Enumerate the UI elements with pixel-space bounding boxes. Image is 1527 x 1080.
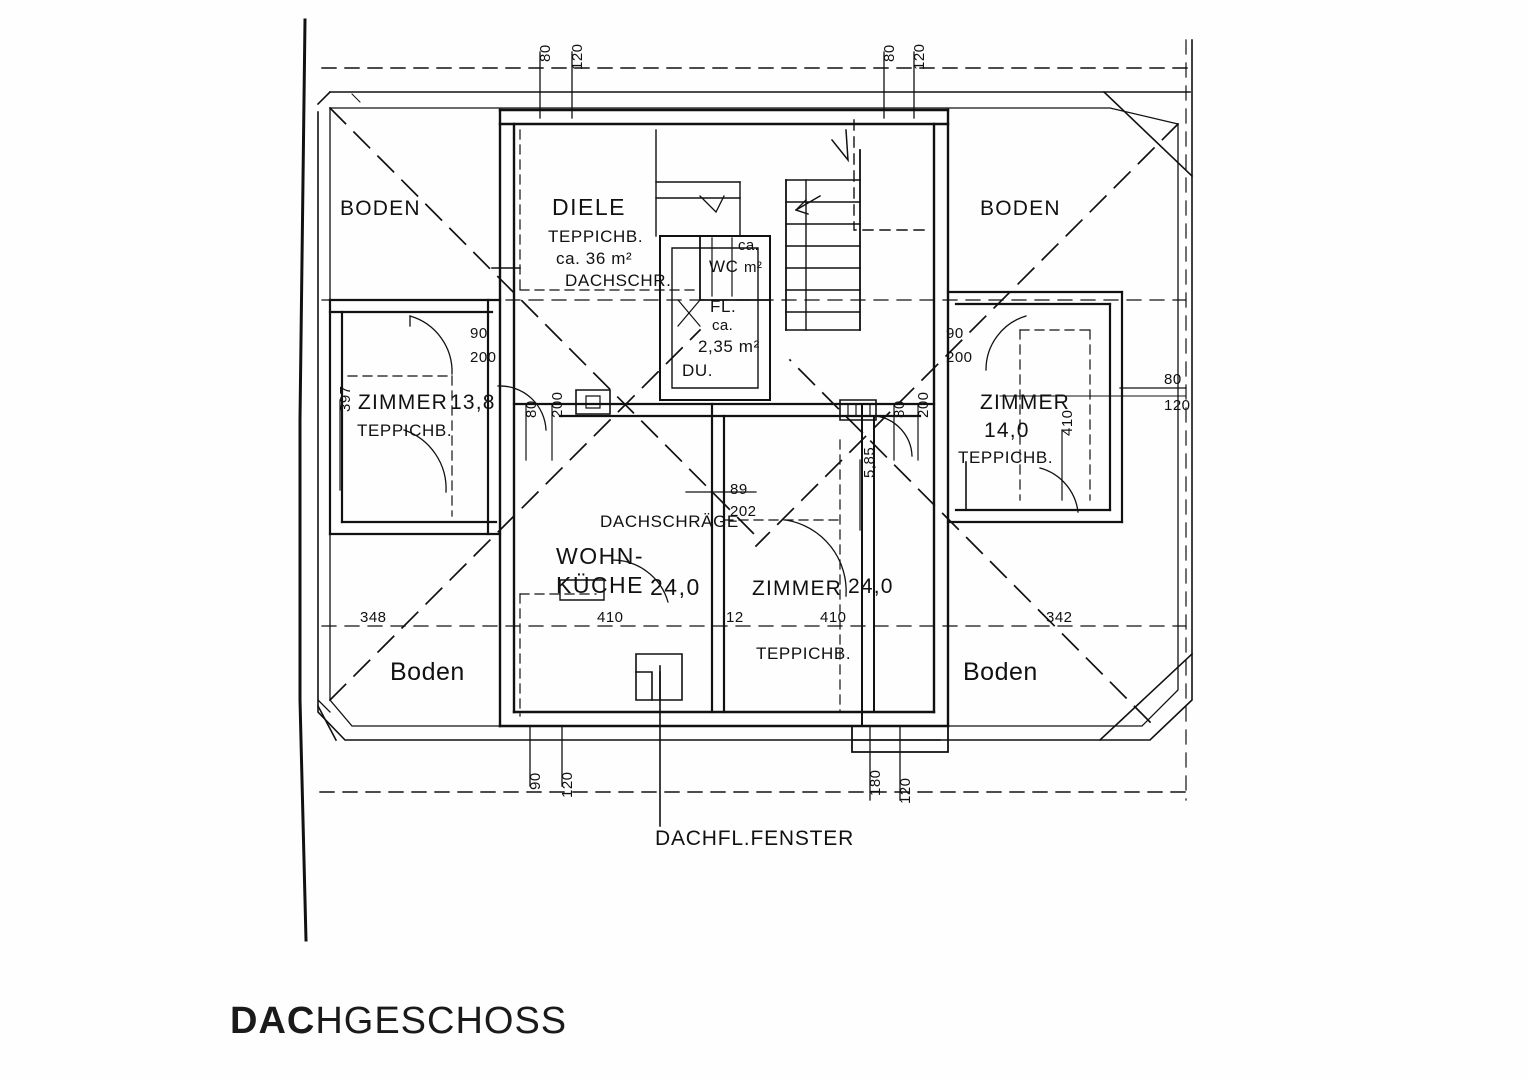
room-label-wohnkueche-line1: WOHN- (556, 543, 644, 569)
page-title-rest: HGESCHOSS (315, 1000, 568, 1042)
dim-202-opening: 202 (730, 503, 757, 520)
dim-right-door-90: 90 (946, 325, 964, 342)
dim-bottom-120: 120 (559, 771, 576, 798)
dim-right-120: 120 (1164, 397, 1191, 414)
dim-410-right-wing: 410 (1059, 409, 1076, 436)
dim-inner-80-right: 80 (891, 400, 908, 418)
wc-area-unit: m² (744, 259, 763, 276)
zimmer-right-floor-type: TEPPICHB. (958, 448, 1054, 467)
dim-inner-80-left: 80 (523, 400, 540, 418)
room-label-diele: DIELE (552, 194, 626, 220)
room-area-zimmer-middle: 24,0 (848, 575, 894, 598)
room-area-zimmer-left: 13,8 (450, 391, 496, 414)
dim-585-corridor: 5,85 (861, 446, 878, 478)
room-label-boden-bottom-right: Boden (963, 658, 1038, 686)
fl-ca: ca. (712, 317, 734, 334)
du-label: DU. (682, 361, 714, 380)
dachfl-fenster-caption: DACHFL.FENSTER (655, 827, 855, 850)
dim-top-120-right: 120 (911, 43, 928, 70)
dim-410-left: 410 (597, 609, 624, 626)
dim-348: 348 (360, 609, 387, 626)
dachschraege-label: DACHSCHRÄGE (600, 512, 739, 531)
room-label-boden-top-left: BODEN (340, 197, 421, 220)
dim-right-door-200: 200 (946, 349, 973, 366)
dim-342: 342 (1046, 609, 1073, 626)
room-label-zimmer-middle: ZIMMER (752, 577, 843, 600)
diele-dachschraege: DACHSCHR. (565, 271, 672, 290)
dim-left-door-90: 90 (470, 325, 488, 342)
dim-top-80-left: 80 (537, 44, 554, 62)
dim-inner-200-right: 200 (915, 391, 932, 418)
diele-floor-type: TEPPICHB. (548, 227, 644, 246)
room-area-zimmer-right: 14,0 (984, 419, 1030, 442)
wc-label: WC (709, 257, 739, 276)
dim-89-opening: 89 (730, 481, 748, 498)
dim-12: 12 (726, 609, 744, 626)
room-label-boden-top-right: BODEN (980, 197, 1061, 220)
dim-bottom-180: 180 (867, 769, 884, 796)
fl-label: FL. (710, 297, 737, 316)
dim-left-door-200: 200 (470, 349, 497, 366)
dim-410-right: 410 (820, 609, 847, 626)
dim-bottom-90: 90 (527, 772, 544, 790)
zimmer-left-floor-type: TEPPICHB. (357, 421, 453, 440)
page-title-strong: DAC (230, 1000, 316, 1042)
wc-area-prefix: ca. (738, 237, 760, 254)
dim-top-120-left: 120 (569, 43, 586, 70)
room-label-zimmer-left: ZIMMER (358, 391, 449, 414)
fl-area: 2,35 m² (698, 337, 760, 356)
room-area-wohnkueche: 24,0 (650, 574, 701, 600)
dim-inner-200-left: 200 (549, 391, 566, 418)
zimmer-middle-floor-type: TEPPICHB. (756, 644, 852, 663)
diele-area: ca. 36 m² (556, 249, 633, 268)
dim-bottom-120-right: 120 (897, 777, 914, 804)
dim-397-left-wing: 397 (337, 385, 354, 412)
page-title (230, 1000, 567, 1043)
room-label-boden-bottom-left: Boden (390, 658, 465, 686)
room-label-zimmer-right: ZIMMER (980, 391, 1071, 414)
dim-right-80: 80 (1164, 371, 1182, 388)
room-label-wohnkueche-line2: KÜCHE (556, 572, 645, 598)
dim-top-80-right: 80 (881, 44, 898, 62)
